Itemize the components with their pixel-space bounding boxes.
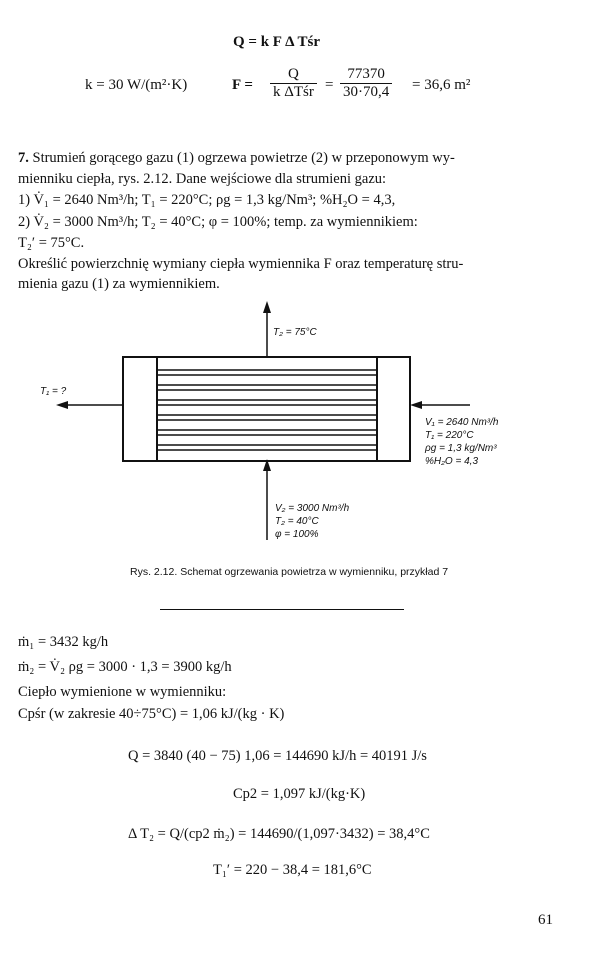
problem-line-7: mienia gazu (1) za wymiennikiem. — [18, 276, 220, 292]
solution-m1: ṁ₁ = 3432 kg/h — [18, 634, 109, 650]
label-t1-out: T₁ = ? — [40, 386, 67, 397]
fraction-f2-num: 77370 — [340, 66, 392, 84]
label-h2o: %H₂O = 4,3 — [425, 456, 479, 467]
label-v2: V₂ = 3000 Nm³/h — [275, 503, 350, 514]
fraction-f2-den: 30·70,4 — [343, 84, 390, 100]
problem-line-6: Określić powierzchnię wymiany ciepła wymiennika F oraz temperaturę stru- — [18, 256, 464, 272]
solution-heat-label: Ciepło wymienione w wymienniku: — [18, 684, 227, 700]
problem-number: 7. — [18, 150, 29, 166]
label-rho: ρg = 1,3 kg/Nm³ — [425, 443, 497, 454]
fraction-f1-den: k ΔTśr — [273, 84, 314, 100]
equation-q: Q = k F Δ Tśr — [233, 34, 320, 50]
label-t2: T₂ = 40°C — [275, 516, 319, 527]
separator-rule — [160, 609, 404, 610]
equation-k: k = 30 W/(m²·K) — [85, 77, 188, 93]
problem-line-4: 2) V̇₂ = 3000 Nm³/h; T₂ = 40°C; φ = 100%; temp. za wymiennikiem: — [18, 214, 418, 230]
fraction-f1 — [270, 66, 317, 101]
solution-q: Q = 3840 (40 − 75) 1,06 = 144690 kJ/h = 40191 J/s — [128, 748, 427, 764]
right-inlet-arrow-icon — [410, 401, 422, 409]
top-outlet-arrow-icon — [263, 301, 271, 313]
fraction-f1-num: Q — [270, 66, 317, 84]
problem-line-2: mienniku ciepła, rys. 2.12. Dane wejściowe dla strumieni gazu: — [18, 171, 387, 187]
exchanger-tubes — [157, 370, 377, 450]
label-v1: V₁ = 2640 Nm³/h — [425, 417, 499, 428]
equation-f-eq: = — [325, 77, 334, 93]
label-t2-out: T₂ = 75°C — [273, 327, 317, 338]
problem-line-5: T₂′ = 75°C. — [18, 235, 85, 251]
fraction-f2 — [340, 66, 392, 101]
label-phi: φ = 100% — [275, 529, 319, 540]
figure-caption: Rys. 2.12. Schemat ogrzewania powietrza w wymienniku, przykład 7 — [130, 566, 449, 578]
solution-cp: Cpśr (w zakresie 40÷75°C) = 1,06 kJ/(kg · K) — [18, 706, 285, 722]
left-outlet-arrow-icon — [56, 401, 68, 409]
page-number: 61 — [538, 912, 553, 928]
problem-line-1 — [18, 148, 455, 169]
solution-cp2: Cp2 = 1,097 kJ/(kg·K) — [233, 786, 366, 802]
solution-m2: ṁ₂ = V̇₂ ρg = 3000 · 1,3 = 3900 kg/h — [18, 659, 232, 675]
equation-f-result: = 36,6 m² — [412, 77, 471, 93]
label-t1: T₁ = 220°C — [425, 430, 474, 441]
equation-f-lhs: F = — [232, 77, 253, 93]
problem-line-1-text: Strumień gorącego gazu (1) ogrzewa powietrze (2) w przeponowym wy- — [32, 150, 455, 166]
solution-t1: T₁′ = 220 − 38,4 = 181,6°C — [213, 862, 372, 878]
solution-dt2: Δ T₂ = Q/(cp2 ṁ₂) = 144690/(1,097·3432) = 38,4°C — [128, 826, 430, 842]
problem-line-3: 1) V̇₁ = 2640 Nm³/h; T₁ = 220°C; ρg = 1,3 kg/Nm³; %H₂O = 4,3, — [18, 192, 396, 208]
